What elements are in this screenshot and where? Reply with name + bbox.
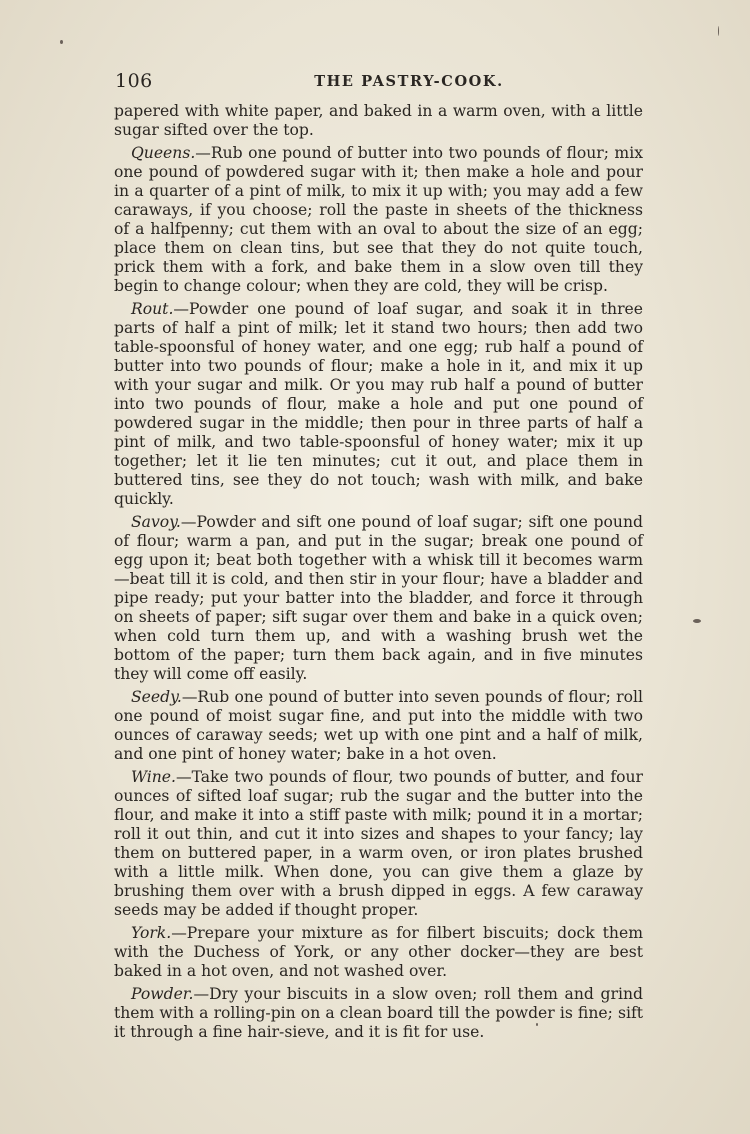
recipe-term: Rout. bbox=[131, 300, 174, 318]
recipe-term: Savoy. bbox=[131, 513, 181, 531]
recipe-text: —Dry your biscuits in a slow oven; roll them and grind them with a rolling-pin on a clean board till the powder is fine; sift it through a fine hair-sieve, and it is fit for use. bbox=[114, 985, 643, 1041]
recipe-york bbox=[114, 924, 643, 981]
paper-speck bbox=[693, 619, 701, 623]
recipe-term: Powder. bbox=[131, 985, 194, 1003]
recipe-text: —Powder one pound of loaf sugar, and soak it in three parts of half a pint of milk; let it stand two hours; then add two table-spoonsful of honey water, and one egg; rub half a pound of butter into two pounds of flour; make a hole in it, and mix it up with your sugar and milk. Or you may rub half a pound of butter into two pounds of flour, make a hole and put one pound of powdered sugar in the middle; then pour in three parts of half a pint of milk, and two table-spoonsful of honey water; mix it up together; let it lie ten minutes; cut it out, and place them in buttered tins, see they do not touch; wash with milk, and bake quickly. bbox=[114, 300, 643, 508]
paper-speck bbox=[718, 26, 719, 36]
recipe-term: Queens. bbox=[131, 144, 196, 162]
paper-speck bbox=[60, 40, 63, 44]
running-title: THE PASTRY-COOK. bbox=[314, 73, 504, 90]
recipe-term: Wine. bbox=[131, 768, 176, 786]
page-header bbox=[115, 70, 643, 96]
recipe-text: —Powder and sift one pound of loaf sugar; sift one pound of flour; warm a pan, and put in the sugar; break one pound of egg upon it; beat both together with a whisk till it becomes warm—beat till it is cold, and then stir in your flour; have a bladder and pipe ready; put your batter into the bladder, and force it through on sheets of paper; sift sugar over them and bake in a quick oven; when cold turn them up, and with a washing brush wet the bottom of the paper; turn them back again, and in five minutes they will come off easily. bbox=[114, 513, 643, 683]
paper-speck bbox=[536, 1023, 538, 1026]
page-number: 106 bbox=[115, 70, 153, 92]
recipe-powder bbox=[114, 985, 643, 1042]
body-text bbox=[114, 102, 643, 1046]
recipe-rout bbox=[114, 300, 643, 509]
recipe-savoy bbox=[114, 513, 643, 684]
recipe-text: —Rub one pound of butter into seven pounds of flour; roll one pound of moist sugar fine, and put into the middle with two ounces of caraway seeds; wet up with one pint and a half of milk, and one pint of honey water; bake in a hot oven. bbox=[114, 688, 643, 763]
paragraph-continuation bbox=[114, 102, 643, 140]
recipe-queens bbox=[114, 144, 643, 296]
paragraph-text: papered with white paper, and baked in a warm oven, with a little sugar sifted over the top. bbox=[114, 102, 643, 139]
recipe-term: York. bbox=[131, 924, 172, 942]
recipe-wine bbox=[114, 768, 643, 920]
recipe-seedy bbox=[114, 688, 643, 764]
recipe-text: —Prepare your mixture as for filbert biscuits; dock them with the Duchess of York, or any other docker—they are best baked in a hot oven, and not washed over. bbox=[114, 924, 643, 980]
recipe-text: —Rub one pound of butter into two pounds of flour; mix one pound of powdered sugar with it; then make a hole and pour in a quarter of a pint of milk, to mix it up with; you may add a few caraways, if you choose; roll the paste in sheets of the thickness of a halfpenny; cut them with an oval to about the size of an egg; place them on clean tins, but see that they do not quite touch, prick them with a fork, and bake them in a slow oven till they begin to change colour; when they are cold, they will be crisp. bbox=[114, 144, 643, 295]
recipe-term: Seedy. bbox=[131, 688, 182, 706]
recipe-text: —Take two pounds of flour, two pounds of butter, and four ounces of sifted loaf sugar; rub the sugar and the butter into the flour, and make it into a stiff paste with milk; pound it in a mortar; roll it out thin, and cut it into sizes and shapes to your fancy; lay them on buttered paper, in a warm oven, or iron plates brushed with a little milk. When done, you can give them a glaze by brushing them over with a brush dipped in eggs. A few caraway seeds may be added if thought proper. bbox=[114, 768, 643, 919]
